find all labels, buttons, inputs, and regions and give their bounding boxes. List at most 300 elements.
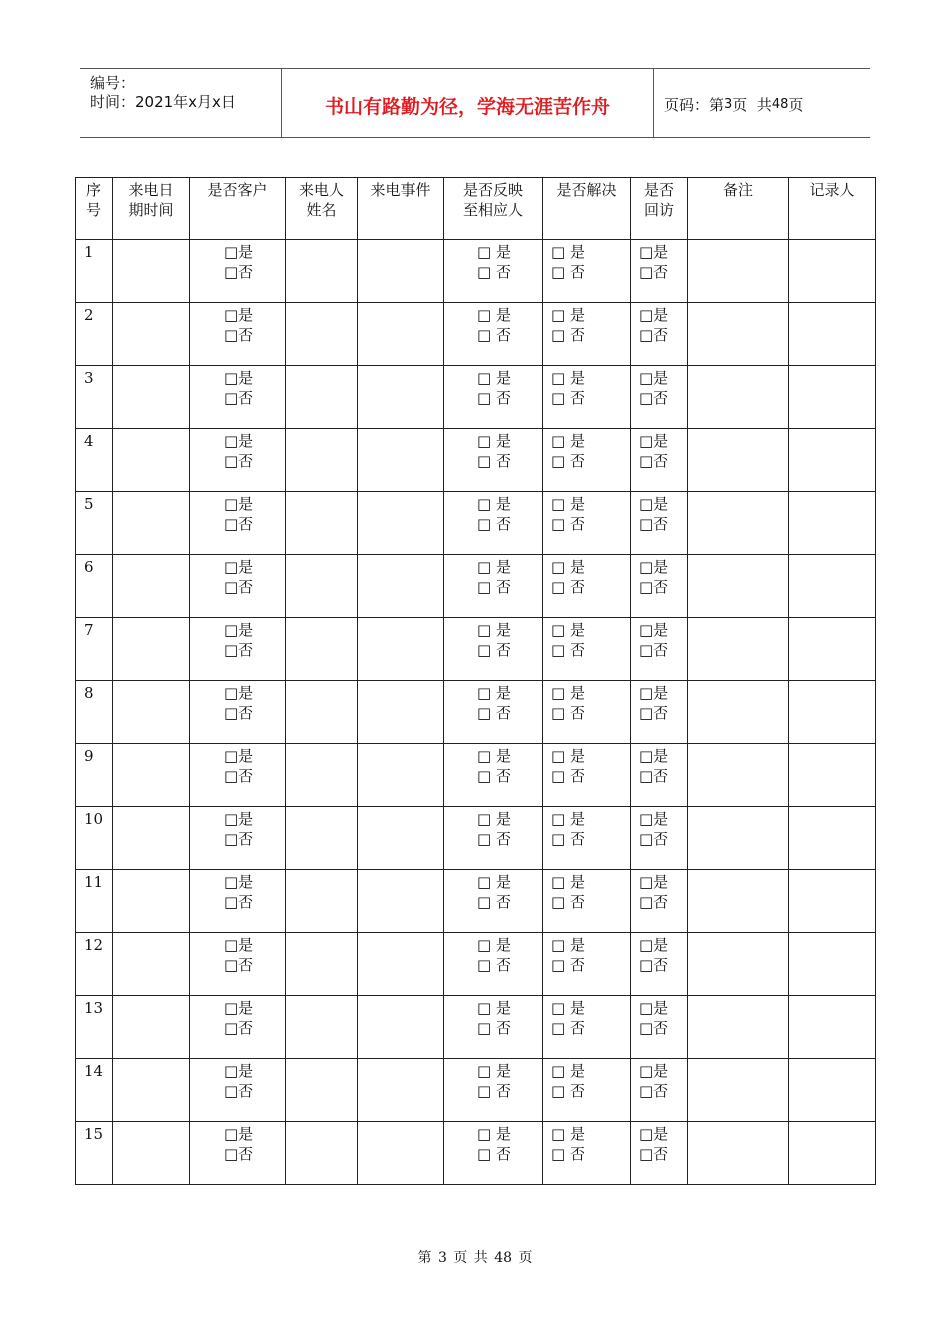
option-no-checkbox[interactable]: □否 xyxy=(224,956,254,974)
followed-up-options xyxy=(631,807,688,870)
call-event-cell[interactable] xyxy=(358,807,444,870)
reported-options xyxy=(444,366,543,429)
row-seq: 3 xyxy=(76,366,113,429)
resolved-options xyxy=(543,555,631,618)
call-time-cell[interactable] xyxy=(113,555,190,618)
option-yes-checkbox[interactable]: □是 xyxy=(639,369,669,387)
header-motto: 书山有路勤为径，学海无涯苦作舟 xyxy=(282,69,654,137)
option-yes-checkbox[interactable]: □是 xyxy=(224,432,254,450)
followed-up-options xyxy=(631,303,688,366)
remarks-cell[interactable] xyxy=(688,933,789,996)
resolved-options xyxy=(543,996,631,1059)
is-customer-options xyxy=(190,744,286,807)
option-no-checkbox[interactable]: □否 xyxy=(639,452,669,470)
remarks-cell[interactable] xyxy=(688,618,789,681)
recorder-cell[interactable] xyxy=(789,807,876,870)
reported-options xyxy=(444,618,543,681)
option-yes-checkbox[interactable]: □ 是 xyxy=(551,810,585,828)
option-no-checkbox[interactable]: □ 否 xyxy=(551,1082,585,1100)
option-no-checkbox[interactable]: □否 xyxy=(639,263,669,281)
option-no-checkbox[interactable]: □ 否 xyxy=(477,956,511,974)
option-yes-checkbox[interactable]: □ 是 xyxy=(477,369,511,387)
option-yes-checkbox[interactable]: □ 是 xyxy=(477,621,511,639)
option-yes-checkbox[interactable]: □ 是 xyxy=(477,873,511,891)
option-yes-checkbox[interactable]: □ 是 xyxy=(551,1062,585,1080)
reported-options xyxy=(444,1122,543,1185)
option-no-checkbox[interactable]: □ 否 xyxy=(551,578,585,596)
row-seq: 15 xyxy=(76,1122,113,1185)
call-event-cell[interactable] xyxy=(358,303,444,366)
call-time-cell[interactable] xyxy=(113,366,190,429)
option-no-checkbox[interactable]: □ 否 xyxy=(477,578,511,596)
option-no-checkbox[interactable]: □ 否 xyxy=(477,326,511,344)
option-no-checkbox[interactable]: □ 否 xyxy=(551,704,585,722)
option-yes-checkbox[interactable]: □是 xyxy=(224,495,254,513)
table-row xyxy=(76,1059,876,1122)
row-seq: 2 xyxy=(76,303,113,366)
option-no-checkbox[interactable]: □否 xyxy=(224,578,254,596)
table-row xyxy=(76,1122,876,1185)
resolved-options xyxy=(543,807,631,870)
row-seq: 7 xyxy=(76,618,113,681)
table-row xyxy=(76,429,876,492)
option-no-checkbox[interactable]: □否 xyxy=(639,326,669,344)
col-call-event: 来电事件 xyxy=(358,178,444,240)
col-caller-name: 来电人 姓名 xyxy=(286,178,358,240)
option-no-checkbox[interactable]: □ 否 xyxy=(477,389,511,407)
call-event-cell[interactable] xyxy=(358,429,444,492)
call-time-cell[interactable] xyxy=(113,303,190,366)
option-yes-checkbox[interactable]: □ 是 xyxy=(477,1062,511,1080)
recorder-cell[interactable] xyxy=(789,996,876,1059)
option-yes-checkbox[interactable]: □是 xyxy=(639,558,669,576)
followed-up-options xyxy=(631,1122,688,1185)
option-no-checkbox[interactable]: □ 否 xyxy=(477,1082,511,1100)
option-yes-checkbox[interactable]: □是 xyxy=(224,936,254,954)
call-event-cell[interactable] xyxy=(358,240,444,303)
is-customer-options xyxy=(190,1122,286,1185)
followed-up-options xyxy=(631,555,688,618)
row-seq: 4 xyxy=(76,429,113,492)
option-yes-checkbox[interactable]: □ 是 xyxy=(551,684,585,702)
call-event-cell[interactable] xyxy=(358,996,444,1059)
option-yes-checkbox[interactable]: □是 xyxy=(224,999,254,1017)
option-yes-checkbox[interactable]: □是 xyxy=(639,684,669,702)
option-no-checkbox[interactable]: □否 xyxy=(639,893,669,911)
option-no-checkbox[interactable]: □否 xyxy=(639,1019,669,1037)
call-event-cell[interactable] xyxy=(358,492,444,555)
caller-name-cell[interactable] xyxy=(286,996,358,1059)
reported-options xyxy=(444,1059,543,1122)
is-customer-options xyxy=(190,996,286,1059)
row-seq: 11 xyxy=(76,870,113,933)
is-customer-options xyxy=(190,870,286,933)
option-yes-checkbox[interactable]: □ 是 xyxy=(477,495,511,513)
caller-name-cell[interactable] xyxy=(286,429,358,492)
option-yes-checkbox[interactable]: □是 xyxy=(639,810,669,828)
row-seq: 12 xyxy=(76,933,113,996)
option-yes-checkbox[interactable]: □是 xyxy=(639,306,669,324)
call-time-cell[interactable] xyxy=(113,744,190,807)
resolved-options xyxy=(543,240,631,303)
caller-name-cell[interactable] xyxy=(286,870,358,933)
call-time-cell[interactable] xyxy=(113,996,190,1059)
option-no-checkbox[interactable]: □ 否 xyxy=(551,263,585,281)
option-no-checkbox[interactable]: □ 否 xyxy=(551,767,585,785)
option-yes-checkbox[interactable]: □是 xyxy=(639,873,669,891)
remarks-cell[interactable] xyxy=(688,366,789,429)
is-customer-options xyxy=(190,1059,286,1122)
option-no-checkbox[interactable]: □否 xyxy=(639,767,669,785)
option-no-checkbox[interactable]: □否 xyxy=(639,641,669,659)
table-row xyxy=(76,366,876,429)
followed-up-options xyxy=(631,870,688,933)
is-customer-options xyxy=(190,429,286,492)
option-no-checkbox[interactable]: □否 xyxy=(639,704,669,722)
option-yes-checkbox[interactable]: □是 xyxy=(639,747,669,765)
col-followed-up: 是否 回访 xyxy=(631,178,688,240)
caller-name-cell[interactable] xyxy=(286,555,358,618)
call-time-cell[interactable] xyxy=(113,429,190,492)
option-yes-checkbox[interactable]: □是 xyxy=(224,369,254,387)
option-yes-checkbox[interactable]: □是 xyxy=(639,432,669,450)
reported-options xyxy=(444,240,543,303)
option-no-checkbox[interactable]: □否 xyxy=(639,1082,669,1100)
resolved-options xyxy=(543,366,631,429)
col-is-customer: 是否客户 xyxy=(190,178,286,240)
followed-up-options xyxy=(631,933,688,996)
option-no-checkbox[interactable]: □否 xyxy=(639,389,669,407)
option-yes-checkbox[interactable]: □ 是 xyxy=(477,243,511,261)
row-seq: 1 xyxy=(76,240,113,303)
option-yes-checkbox[interactable]: □ 是 xyxy=(477,747,511,765)
recorder-cell[interactable] xyxy=(789,303,876,366)
option-yes-checkbox[interactable]: □是 xyxy=(639,495,669,513)
remarks-cell[interactable] xyxy=(688,1122,789,1185)
table-row xyxy=(76,870,876,933)
reported-options xyxy=(444,681,543,744)
recorder-cell[interactable] xyxy=(789,555,876,618)
remarks-cell[interactable] xyxy=(688,492,789,555)
caller-name-cell[interactable] xyxy=(286,618,358,681)
recorder-cell[interactable] xyxy=(789,492,876,555)
option-no-checkbox[interactable]: □ 否 xyxy=(551,452,585,470)
option-yes-checkbox[interactable]: □是 xyxy=(224,558,254,576)
call-time-cell[interactable] xyxy=(113,492,190,555)
row-seq: 10 xyxy=(76,807,113,870)
call-event-cell[interactable] xyxy=(358,933,444,996)
caller-name-cell[interactable] xyxy=(286,933,358,996)
option-no-checkbox[interactable]: □ 否 xyxy=(551,1145,585,1163)
remarks-cell[interactable] xyxy=(688,744,789,807)
caller-name-cell[interactable] xyxy=(286,681,358,744)
option-yes-checkbox[interactable]: □是 xyxy=(639,1062,669,1080)
caller-name-cell[interactable] xyxy=(286,303,358,366)
remarks-cell[interactable] xyxy=(688,681,789,744)
row-seq: 9 xyxy=(76,744,113,807)
option-yes-checkbox[interactable]: □是 xyxy=(224,810,254,828)
recorder-cell[interactable] xyxy=(789,366,876,429)
option-no-checkbox[interactable]: □ 否 xyxy=(551,956,585,974)
caller-name-cell[interactable] xyxy=(286,807,358,870)
col-recorder: 记录人 xyxy=(789,178,876,240)
option-yes-checkbox[interactable]: □ 是 xyxy=(551,432,585,450)
call-event-cell[interactable] xyxy=(358,366,444,429)
remarks-cell[interactable] xyxy=(688,1059,789,1122)
option-no-checkbox[interactable]: □ 否 xyxy=(477,263,511,281)
recorder-cell[interactable] xyxy=(789,1059,876,1122)
option-yes-checkbox[interactable]: □ 是 xyxy=(477,432,511,450)
followed-up-options xyxy=(631,240,688,303)
option-no-checkbox[interactable]: □ 否 xyxy=(551,641,585,659)
option-yes-checkbox[interactable]: □ 是 xyxy=(551,747,585,765)
resolved-options xyxy=(543,618,631,681)
row-seq: 8 xyxy=(76,681,113,744)
remarks-cell[interactable] xyxy=(688,807,789,870)
call-time-cell[interactable] xyxy=(113,807,190,870)
row-seq: 13 xyxy=(76,996,113,1059)
option-yes-checkbox[interactable]: □是 xyxy=(639,936,669,954)
followed-up-options xyxy=(631,429,688,492)
option-yes-checkbox[interactable]: □ 是 xyxy=(477,306,511,324)
row-seq: 5 xyxy=(76,492,113,555)
option-yes-checkbox[interactable]: □是 xyxy=(639,1125,669,1143)
col-seq: 序 号 xyxy=(76,178,113,240)
resolved-options xyxy=(543,933,631,996)
caller-name-cell[interactable] xyxy=(286,492,358,555)
option-yes-checkbox[interactable]: □是 xyxy=(224,1125,254,1143)
option-no-checkbox[interactable]: □否 xyxy=(224,641,254,659)
option-no-checkbox[interactable]: □否 xyxy=(639,515,669,533)
call-event-cell[interactable] xyxy=(358,1059,444,1122)
option-yes-checkbox[interactable]: □ 是 xyxy=(551,1125,585,1143)
option-yes-checkbox[interactable]: □是 xyxy=(639,243,669,261)
option-no-checkbox[interactable]: □否 xyxy=(224,389,254,407)
total-pages: 48 xyxy=(771,96,789,112)
option-yes-checkbox[interactable]: □ 是 xyxy=(477,684,511,702)
option-no-checkbox[interactable]: □否 xyxy=(639,830,669,848)
option-yes-checkbox[interactable]: □是 xyxy=(639,999,669,1017)
is-customer-options xyxy=(190,807,286,870)
remarks-cell[interactable] xyxy=(688,555,789,618)
reported-options xyxy=(444,996,543,1059)
option-no-checkbox[interactable]: □ 否 xyxy=(477,515,511,533)
option-yes-checkbox[interactable]: □是 xyxy=(224,684,254,702)
reported-options xyxy=(444,933,543,996)
option-no-checkbox[interactable]: □ 否 xyxy=(477,893,511,911)
current-page: 3 xyxy=(724,96,733,112)
call-record-table xyxy=(75,177,876,1185)
call-event-cell[interactable] xyxy=(358,555,444,618)
table-row xyxy=(76,492,876,555)
option-yes-checkbox[interactable]: □ 是 xyxy=(551,936,585,954)
page-footer: 第 3 页 共 48 页 xyxy=(417,1250,533,1266)
recorder-cell[interactable] xyxy=(789,681,876,744)
option-no-checkbox[interactable]: □ 否 xyxy=(477,830,511,848)
is-customer-options xyxy=(190,240,286,303)
option-no-checkbox[interactable]: □否 xyxy=(224,1145,254,1163)
option-yes-checkbox[interactable]: □是 xyxy=(224,747,254,765)
call-time-cell[interactable] xyxy=(113,1059,190,1122)
recorder-cell[interactable] xyxy=(789,933,876,996)
header-meta xyxy=(80,69,282,137)
option-yes-checkbox[interactable]: □ 是 xyxy=(551,873,585,891)
table-row xyxy=(76,618,876,681)
reported-options xyxy=(444,744,543,807)
option-no-checkbox[interactable]: □否 xyxy=(224,263,254,281)
option-no-checkbox[interactable]: □ 否 xyxy=(477,452,511,470)
resolved-options xyxy=(543,429,631,492)
followed-up-options xyxy=(631,1059,688,1122)
caller-name-cell[interactable] xyxy=(286,1059,358,1122)
call-time-cell[interactable] xyxy=(113,933,190,996)
table-header-row xyxy=(76,178,876,240)
followed-up-options xyxy=(631,366,688,429)
option-yes-checkbox[interactable]: □ 是 xyxy=(477,936,511,954)
page-header xyxy=(80,68,870,138)
option-no-checkbox[interactable]: □否 xyxy=(639,578,669,596)
row-seq: 6 xyxy=(76,555,113,618)
option-no-checkbox[interactable]: □否 xyxy=(224,704,254,722)
option-no-checkbox[interactable]: □ 否 xyxy=(477,1019,511,1037)
option-yes-checkbox[interactable]: □ 是 xyxy=(551,369,585,387)
option-yes-checkbox[interactable]: □ 是 xyxy=(477,558,511,576)
reported-options xyxy=(444,870,543,933)
followed-up-options xyxy=(631,744,688,807)
followed-up-options xyxy=(631,681,688,744)
resolved-options xyxy=(543,744,631,807)
recorder-cell[interactable] xyxy=(789,429,876,492)
call-event-cell[interactable] xyxy=(358,744,444,807)
option-no-checkbox[interactable]: □ 否 xyxy=(551,1019,585,1037)
remarks-cell[interactable] xyxy=(688,870,789,933)
caller-name-cell[interactable] xyxy=(286,366,358,429)
option-no-checkbox[interactable]: □否 xyxy=(639,956,669,974)
reported-options xyxy=(444,429,543,492)
is-customer-options xyxy=(190,303,286,366)
caller-name-cell[interactable] xyxy=(286,744,358,807)
option-no-checkbox[interactable]: □否 xyxy=(224,893,254,911)
option-no-checkbox[interactable]: □ 否 xyxy=(477,1145,511,1163)
resolved-options xyxy=(543,1122,631,1185)
option-no-checkbox[interactable]: □否 xyxy=(224,1019,254,1037)
option-yes-checkbox[interactable]: □ 是 xyxy=(551,999,585,1017)
call-time-cell[interactable] xyxy=(113,240,190,303)
row-seq: 14 xyxy=(76,1059,113,1122)
option-yes-checkbox[interactable]: □ 是 xyxy=(551,243,585,261)
call-time-cell[interactable] xyxy=(113,618,190,681)
remarks-cell[interactable] xyxy=(688,303,789,366)
option-no-checkbox[interactable]: □ 否 xyxy=(477,704,511,722)
col-remarks: 备注 xyxy=(688,178,789,240)
followed-up-options xyxy=(631,492,688,555)
call-event-cell[interactable] xyxy=(358,618,444,681)
call-event-cell[interactable] xyxy=(358,681,444,744)
table-row xyxy=(76,744,876,807)
option-yes-checkbox[interactable]: □是 xyxy=(224,873,254,891)
is-customer-options xyxy=(190,492,286,555)
reported-options xyxy=(444,303,543,366)
option-yes-checkbox[interactable]: □是 xyxy=(224,621,254,639)
resolved-options xyxy=(543,681,631,744)
option-no-checkbox[interactable]: □否 xyxy=(224,830,254,848)
call-time-cell[interactable] xyxy=(113,870,190,933)
option-no-checkbox[interactable]: □ 否 xyxy=(477,767,511,785)
option-no-checkbox[interactable]: □ 否 xyxy=(551,893,585,911)
resolved-options xyxy=(543,303,631,366)
col-resolved: 是否解决 xyxy=(543,178,631,240)
resolved-options xyxy=(543,492,631,555)
remarks-cell[interactable] xyxy=(688,429,789,492)
resolved-options xyxy=(543,1059,631,1122)
option-yes-checkbox[interactable]: □ 是 xyxy=(551,306,585,324)
option-no-checkbox[interactable]: □否 xyxy=(224,452,254,470)
time-label: 时间：2021年x月x日 xyxy=(90,93,236,111)
option-yes-checkbox[interactable]: □ 是 xyxy=(551,495,585,513)
reported-options xyxy=(444,555,543,618)
option-yes-checkbox[interactable]: □是 xyxy=(224,243,254,261)
table-row xyxy=(76,933,876,996)
number-label: 编号： xyxy=(90,74,136,92)
recorder-cell[interactable] xyxy=(789,1122,876,1185)
recorder-cell[interactable] xyxy=(789,618,876,681)
option-no-checkbox[interactable]: □否 xyxy=(224,326,254,344)
option-yes-checkbox[interactable]: □ 是 xyxy=(477,1125,511,1143)
option-yes-checkbox[interactable]: □ 是 xyxy=(551,558,585,576)
header-page-number: 页码：第 3 页 共 48 页 xyxy=(664,95,804,114)
recorder-cell[interactable] xyxy=(789,744,876,807)
remarks-cell[interactable] xyxy=(688,996,789,1059)
option-yes-checkbox[interactable]: □ 是 xyxy=(551,621,585,639)
call-time-cell[interactable] xyxy=(113,1122,190,1185)
resolved-options xyxy=(543,870,631,933)
followed-up-options xyxy=(631,996,688,1059)
option-yes-checkbox[interactable]: □是 xyxy=(224,1062,254,1080)
option-yes-checkbox[interactable]: □ 是 xyxy=(477,810,511,828)
option-no-checkbox[interactable]: □ 否 xyxy=(551,389,585,407)
table-row xyxy=(76,303,876,366)
table-row xyxy=(76,555,876,618)
is-customer-options xyxy=(190,618,286,681)
option-no-checkbox[interactable]: □否 xyxy=(639,1145,669,1163)
option-yes-checkbox[interactable]: □ 是 xyxy=(477,999,511,1017)
is-customer-options xyxy=(190,555,286,618)
option-no-checkbox[interactable]: □ 否 xyxy=(551,326,585,344)
is-customer-options xyxy=(190,681,286,744)
table-body xyxy=(76,240,876,1185)
option-no-checkbox[interactable]: □否 xyxy=(224,1082,254,1100)
caller-name-cell[interactable] xyxy=(286,240,358,303)
table-row xyxy=(76,681,876,744)
recorder-cell[interactable] xyxy=(789,870,876,933)
call-time-cell[interactable] xyxy=(113,681,190,744)
option-no-checkbox[interactable]: □否 xyxy=(224,515,254,533)
remarks-cell[interactable] xyxy=(688,240,789,303)
call-event-cell[interactable] xyxy=(358,1122,444,1185)
reported-options xyxy=(444,807,543,870)
option-no-checkbox[interactable]: □ 否 xyxy=(551,830,585,848)
option-yes-checkbox[interactable]: □是 xyxy=(224,306,254,324)
option-no-checkbox[interactable]: □否 xyxy=(224,767,254,785)
option-no-checkbox[interactable]: □ 否 xyxy=(477,641,511,659)
recorder-cell[interactable] xyxy=(789,240,876,303)
col-call-time: 来电日 期时间 xyxy=(113,178,190,240)
option-no-checkbox[interactable]: □ 否 xyxy=(551,515,585,533)
reported-options xyxy=(444,492,543,555)
caller-name-cell[interactable] xyxy=(286,1122,358,1185)
option-yes-checkbox[interactable]: □是 xyxy=(639,621,669,639)
call-event-cell[interactable] xyxy=(358,870,444,933)
